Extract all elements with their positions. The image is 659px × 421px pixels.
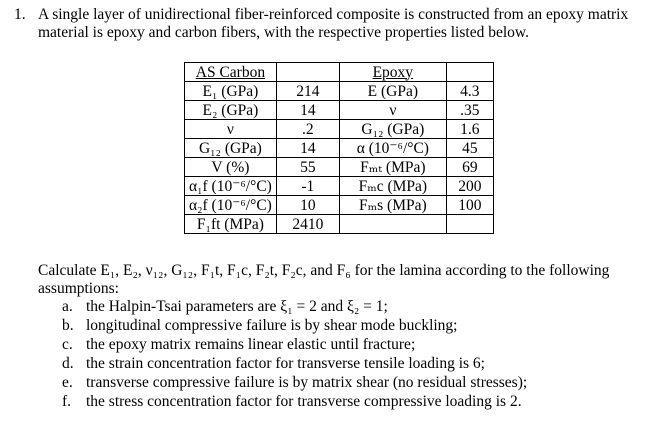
table-cell: 55	[276, 158, 339, 177]
table-cell: Epoxy	[339, 63, 446, 82]
assumption-label: b.	[62, 317, 74, 334]
assumption-item	[62, 298, 527, 317]
assumption-label: a.	[62, 298, 73, 315]
table-cell: E (GPa)	[339, 82, 446, 101]
table-row	[185, 215, 494, 234]
assumption-item	[62, 355, 527, 374]
table-cell	[276, 63, 339, 82]
table-cell: ν	[339, 101, 446, 120]
assumption-item	[62, 374, 527, 393]
table-cell: Fₘc (MPa)	[339, 177, 446, 196]
table-row	[185, 139, 494, 158]
table-cell: Fₘₜ (MPa)	[339, 158, 446, 177]
table-cell	[446, 215, 493, 234]
properties-table	[184, 62, 494, 234]
assumption-text: transverse compressive failure is by matrix shear (no residual stresses);	[86, 374, 528, 391]
table-cell: 14	[276, 139, 339, 158]
table-cell: 214	[276, 82, 339, 101]
table-cell: α₂f (10⁻⁶/°C)	[185, 196, 277, 215]
table-row	[185, 158, 494, 177]
assumption-text: the Halpin-Tsai parameters are ξ₁ = 2 and ξ₂ = 1;	[86, 298, 388, 315]
assumption-label: c.	[62, 336, 73, 353]
table-cell: 100	[446, 196, 493, 215]
table-cell: .2	[276, 120, 339, 139]
assumption-item	[62, 317, 527, 336]
table-cell: 200	[446, 177, 493, 196]
assumption-text: the strain concentration factor for transverse tensile loading is 6;	[86, 355, 485, 372]
table-cell: α₁f (10⁻⁶/°C)	[185, 177, 277, 196]
calculate-instruction: Calculate E₁, E₂, ν₁₂, G₁₂, F₁t, F₁c, F₂t, F₂c, and F₆ for the lamina according to the following assumptions:	[38, 262, 610, 297]
assumption-label: e.	[62, 374, 73, 391]
table-cell: 45	[446, 139, 493, 158]
table-cell: E₂ (GPa)	[185, 101, 277, 120]
problem-number: 1.	[14, 6, 26, 23]
table-cell: AS Carbon	[185, 63, 277, 82]
table-row	[185, 63, 494, 82]
problem-text: A single layer of unidirectional fiber-reinforced composite is constructed from an epoxy matrix material is epoxy and carbon fibers, with the respective properties listed below.	[38, 6, 629, 41]
table-cell: 4.3	[446, 82, 493, 101]
table-cell: G₁₂ (GPa)	[185, 139, 277, 158]
assumption-text: the stress concentration factor for transverse compressive loading is 2.	[86, 393, 522, 410]
table-cell: α (10⁻⁶/°C)	[339, 139, 446, 158]
assumption-text: the epoxy matrix remains linear elastic until fracture;	[86, 336, 416, 353]
table-row	[185, 120, 494, 139]
table-cell: 1.6	[446, 120, 493, 139]
table-cell: 14	[276, 101, 339, 120]
table-cell: .35	[446, 101, 493, 120]
table-cell: V (%)	[185, 158, 277, 177]
table-cell: 69	[446, 158, 493, 177]
table-row	[185, 101, 494, 120]
table-cell: Fₘs (MPa)	[339, 196, 446, 215]
table-row	[185, 196, 494, 215]
table-cell: -1	[276, 177, 339, 196]
table-cell: 10	[276, 196, 339, 215]
table-cell: F₁ft (MPa)	[185, 215, 277, 234]
table-row	[185, 177, 494, 196]
assumption-label: f.	[62, 393, 72, 410]
table-cell: G₁₂ (GPa)	[339, 120, 446, 139]
table-cell: ν	[185, 120, 277, 139]
table-cell: E₁ (GPa)	[185, 82, 277, 101]
table-cell: 2410	[276, 215, 339, 234]
assumption-text: longitudinal compressive failure is by shear mode buckling;	[86, 317, 458, 334]
assumptions-list	[62, 298, 527, 412]
table-cell	[339, 215, 446, 234]
table-cell	[446, 63, 493, 82]
assumption-item	[62, 393, 527, 412]
assumption-label: d.	[62, 355, 74, 372]
assumption-item	[62, 336, 527, 355]
table-row	[185, 82, 494, 101]
